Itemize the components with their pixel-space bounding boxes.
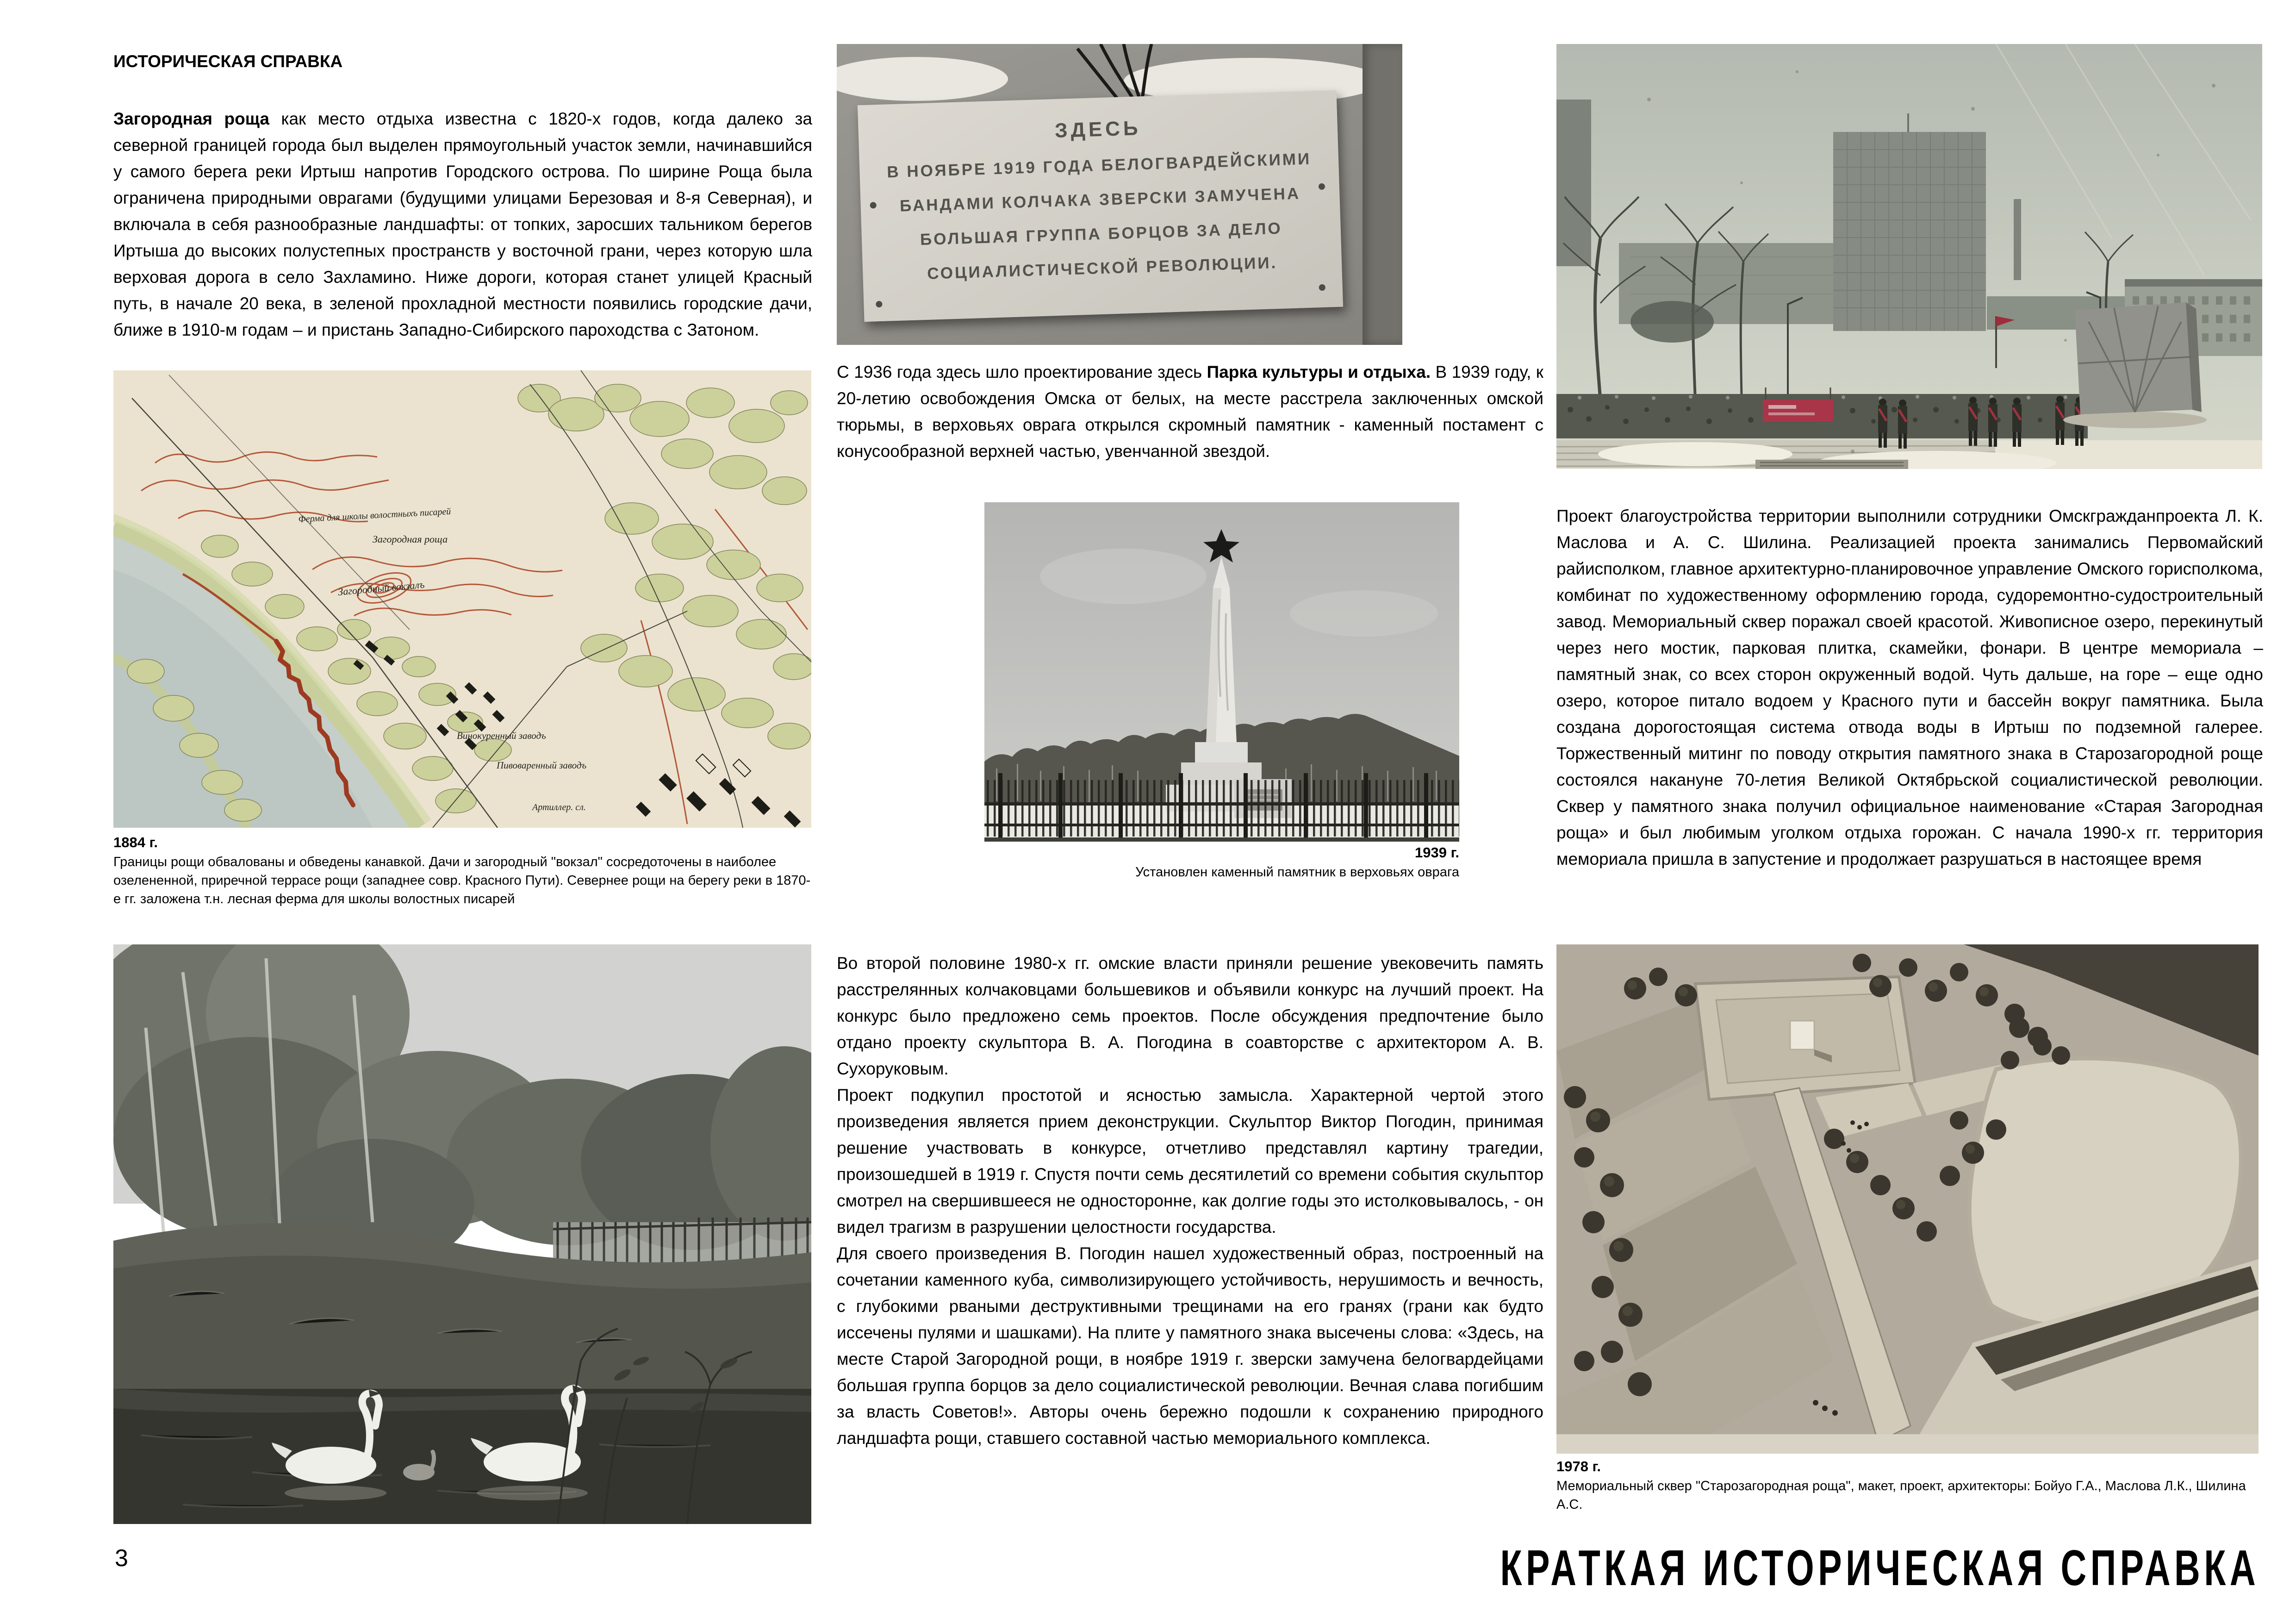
monument-illustration [984, 502, 1459, 842]
caption-1939-text: Установлен каменный памятник в верховьях оврага [1135, 865, 1459, 880]
map-illustration [113, 370, 811, 828]
plaque-line: В НОЯБРЕ 1919 ГОДА БЕЛОГВАРДЕЙСКИМИ [886, 150, 1312, 181]
map-label-farm: Ферма для школы волостныхъ писарей [298, 506, 451, 525]
map-caption-text: Границы рощи обвалованы и обведены канавкой. Дачи и загородный "вокзал" сосредоточены в наиболее озелененной, приречной террасе рощи (западнее совр. Красного Пути). Севернее рощи на берегу реки в 1870-е гг. заложена т.н. лесная ферма для школы волостных писарей [113, 855, 811, 906]
photo-model-1978 [1556, 944, 2259, 1454]
snow-patch [837, 57, 1008, 101]
map-label-artillery: Артиллер. сл. [532, 802, 586, 812]
photo-swan-pond [113, 944, 811, 1524]
wall-edge [1363, 44, 1402, 345]
paragraph-1936 [837, 359, 1543, 464]
para-1936-a: С 1936 года здесь шло проектирование здесь [837, 362, 1207, 381]
caption-1978-text: Мемориальный сквер "Старозагородная роща", макет, проект, архитекторы: Бойуо Г.А., Маслова Л.К., Шилина А.С. [1556, 1479, 2246, 1512]
paragraph-1980s: Во второй половине 1980-х гг. омские власти приняли решение увековечить память расстрелянных колчаковцами большевиков и объявили конкурс на лучший проект. На конкурс было предложено семь проектов. После обсуждения предпочтение было отдано проекту скульптора В. А. Погодина в соавторстве с архитектором А. В. Сухоруковым. [837, 954, 1543, 1078]
plaque-line: БОЛЬШАЯ ГРУППА БОРЦОВ ЗА ДЕЛО [920, 219, 1283, 249]
caption-1939 [837, 843, 1459, 881]
ceremony-illustration [1556, 44, 2262, 469]
paragraph-project: Проект подкупил простотой и ясностью замысла. Характерной чертой этого произведения является прием деконструкции. Скульптор Виктор Погодин, принимая решение участвовать в конкурсе, отчетливо представлял картину трагедии, произошедшей в 1919 г. Спустя почти семь десятилетий со времени события скульптор смотрел на свершившееся не односторонне, как долгие годы это истолковывалось, - он видел трагизм в разрушении целостности государства. [837, 1086, 1543, 1237]
intro-body-text: как место отдыха известна с 1820-х годов, когда далеко за северной границей города был выделен прямоугольный участок земли, начинавшийся у самого берега реки Иртыш напротив Городского острова. По ширине Роща была ограничена природными оврагами (будущими улицами Березовая и 8-я Северная), и включала в себя разнообразные ландшафты: от топких, заросших тальником берегов Иртыша до высоких полустепных пространств у восточной грани, через которую шла верховая дорога в село Захламино. Ниже дороги, которая станет улицей Красный путь, в начале 20 века, в зеленой прохладной местности появились городские дачи, ближе в 1910-м годам – и пристань Западно-Сибирского пароходства с Затоном. [113, 109, 812, 339]
plaque [858, 90, 1343, 322]
page-heading: ИСТОРИЧЕСКАЯ СПРАВКА [113, 52, 343, 71]
map-label-grove: Загородная роща [373, 533, 448, 545]
intro-lead-text: Загородная роща [113, 109, 269, 128]
plaque-line: БАНДАМИ КОЛЧАКА ЗВЕРСКИ ЗАМУЧЕНА [899, 184, 1301, 215]
map-label-station: Загородный вокзалъ [337, 578, 425, 598]
photo-monument-1939 [984, 502, 1459, 842]
middle-text-block [837, 950, 1543, 1451]
plaque-line: СОЦИАЛИСТИЧЕСКОЙ РЕВОЛЮЦИИ. [927, 254, 1278, 283]
caption-1978 [1556, 1456, 2260, 1514]
map-caption-year: 1884 г. [113, 834, 158, 850]
plaque-line: ЗДЕСЬ [1054, 117, 1142, 143]
para-1936-c: В 1939 году, к 20-летию освобождения Омска от белых, на месте расстрела заключенных омской тюрьмы, в верховьях оврага открылся скромный памятник - каменный постамент с конусообразной верхней частью, увенчанной звездой. [837, 362, 1543, 461]
footer-title: КРАТКАЯ ИСТОРИЧЕСКАЯ СПРАВКА [1500, 1540, 2259, 1596]
model-illustration [1556, 944, 2259, 1454]
memorial-cube [2063, 302, 2207, 428]
map-label-brewery: Пивоваренный заводъ [497, 760, 587, 771]
swan-pond-illustration [113, 944, 811, 1524]
photo-memorial-plaque [837, 44, 1402, 345]
map-caption [113, 832, 815, 908]
para-1936-bold: Парка культуры и отдыха. [1207, 362, 1431, 381]
photo-opening-ceremony [1556, 44, 2262, 469]
map-label-distillery: Винокуренный заводъ [457, 730, 546, 741]
plaque-screw [876, 301, 882, 307]
map-photo-1884 [113, 370, 811, 828]
paragraph-image: Для своего произведения В. Погодин нашел художественный образ, построенный на сочетании каменного куба, символизирующего устойчивость, нерушимость и вечность, с глубокими рваными деструктивными трещинами на его гранях (грани как будто иссечены пулями и шашками). На плите у памятного знака высечены слова: «Здесь, на месте Старой Загородной рощи, в ноябре 1919 г. зверски замучена белогвардейцами большая группа борцов за дело социалистической революции. Вечная слава погибшим за власть Советов!». Авторы очень бережно подошли к сохранению природного ландшафта рощи, ставшего составной частью мемориального комплекса. [837, 1244, 1543, 1448]
paragraph-project-implementation: Проект благоустройства территории выполнили сотрудники Омскгражданпроекта Л. К. Маслова и А. С. Шилина. Реализацией проекта занимались Первомайский райисполком, главное архитектурно-планировочное управление Омского горисполкома, комбинат по художественному оформлению города, судоремонтно-судостроительный завод. Мемориальный сквер поражал своей красотой. Живописное озеро, перекинутый через него мостик, парковая плитка, скамейки, фонари. В центре мемориала – памятный знак, со всех сторон окруженный водой. Чуть дальше, на горе – еще одно озеро, которое питало водоем у Красного пути и бассейн вокруг памятника. Была создана дорогостоящая система отвода воды в Иртыш по подземной галерее. Торжественный митинг по поводу открытия памятного знака в Старозагородной роще состоялся накануне 70-летия Великой Октябрьской социалистической революции. Сквер у памятного знака получил официальное наименование «Старая Загородная роща» и был любимым уголком отдыха горожан. С начала 1990-х гг. территория мемориала пришла в запустение и продолжает разрушаться в настоящее время [1556, 506, 2263, 868]
caption-1939-year: 1939 г. [1415, 844, 1459, 861]
page-number: 3 [115, 1545, 128, 1572]
plaque-screw [1319, 284, 1325, 291]
caption-1978-year: 1978 г. [1556, 1458, 1601, 1474]
intro-paragraph [113, 106, 812, 343]
